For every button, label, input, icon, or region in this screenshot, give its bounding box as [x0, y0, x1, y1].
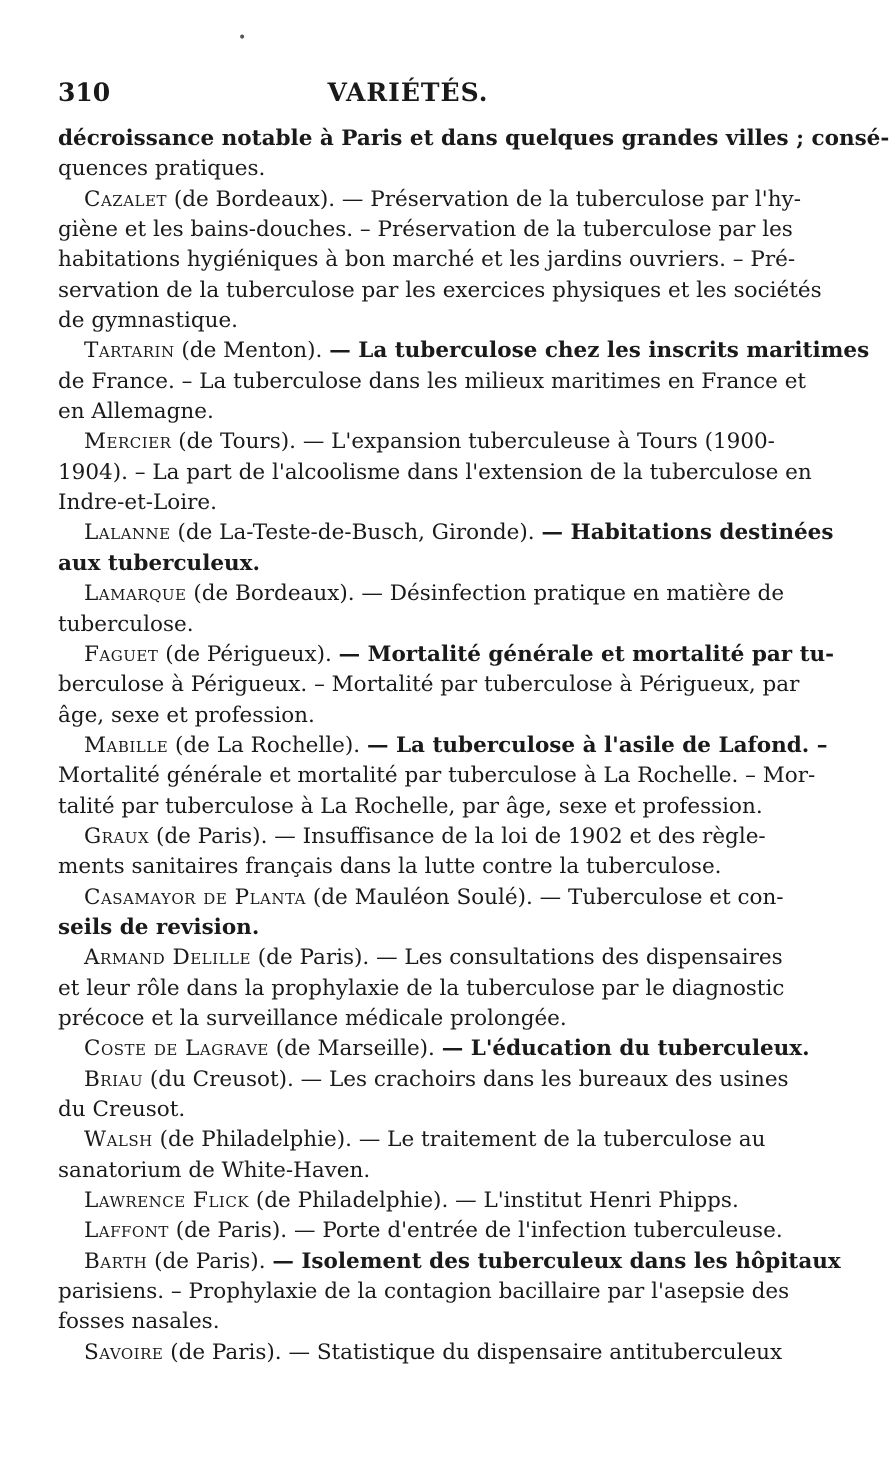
author-name: Briau: [84, 1066, 143, 1092]
text-line: âge, sexe et profession.: [58, 702, 315, 728]
author-name: Lawrence Flick: [84, 1188, 250, 1214]
author-place: (de Bordeaux).: [173, 186, 336, 212]
entry-line: Mabille (de La Rochelle). — La tuberculose à l'asile de Lafond. –: [84, 732, 828, 758]
entry-line: Tartarin (de Menton). — La tuberculose chez les inscrits maritimes: [84, 338, 870, 364]
page-number: 310: [58, 78, 111, 107]
text-line: et leur rôle dans la prophylaxie de la tuberculose par le diagnostic: [58, 975, 785, 1001]
text-line: décroissance notable à Paris et dans quelques grandes villes ; consé-: [58, 126, 889, 151]
author-place: (de Menton).: [181, 338, 323, 364]
text-line: Indre-et-Loire.: [58, 490, 217, 516]
entry-line: Barth (de Paris). — Isolement des tuberculeux dans les hôpitaux: [84, 1248, 841, 1274]
entry-line: Walsh (de Philadelphie). — Le traitement de la tuberculose au: [84, 1127, 766, 1153]
page-header: [58, 78, 758, 114]
author-place: (de Paris).: [257, 945, 370, 971]
entry-line: Laffont (de Paris). — Porte d'entrée de l'infection tuberculeuse.: [84, 1218, 783, 1244]
entry-line: Savoire (de Paris). — Statistique du dispensaire antituberculeux: [84, 1339, 783, 1365]
text-line: seils de revision.: [58, 914, 260, 940]
author-name: Casamayor de Planta: [84, 884, 307, 910]
author-name: Lalanne: [84, 520, 171, 546]
entry-line: Graux (de Paris). — Insuffisance de la loi de 1902 et des règle-: [84, 823, 766, 849]
entry-line: Armand Delille (de Paris). — Les consultations des dispensaires: [84, 945, 783, 971]
entry-line: Lamarque (de Bordeaux). — Désinfection pratique en matière de: [84, 581, 785, 607]
author-place: (du Creusot).: [149, 1066, 294, 1092]
text-line: de France. – La tuberculose dans les milieux maritimes en France et: [58, 368, 807, 394]
text-line: berculose à Périgueux. – Mortalité par tuberculose à Périgueux, par: [58, 672, 800, 698]
author-place: (de Paris).: [155, 823, 268, 849]
author-place: (de Philadelphie).: [159, 1127, 352, 1153]
text-line: habitations hygiéniques à bon marché et les jardins ouvriers. – Pré-: [58, 247, 796, 273]
author-place: (de Paris).: [154, 1248, 266, 1274]
ink-speck: •: [238, 30, 247, 46]
author-name: Cazalet: [84, 186, 167, 212]
author-name: Coste de Lagrave: [84, 1036, 269, 1062]
author-place: (de Bordeaux).: [193, 581, 355, 607]
text-line: talité par tuberculose à La Rochelle, par âge, sexe et profession.: [58, 793, 763, 819]
author-name: Mabille: [84, 732, 169, 758]
text-line: fosses nasales.: [58, 1309, 220, 1335]
entry-line: Lawrence Flick (de Philadelphie). — L'institut Henri Phipps.: [84, 1188, 739, 1214]
author-place: (de Paris).: [170, 1339, 282, 1365]
author-name: Tartarin: [84, 338, 175, 364]
text-line: 1904). – La part de l'alcoolisme dans l'extension de la tuberculose en: [58, 459, 812, 485]
author-name: Lamarque: [84, 581, 187, 607]
author-name: Walsh: [84, 1127, 153, 1153]
text-line: giène et les bains-douches. – Préservation de la tuberculose par les: [58, 217, 793, 243]
text-line: de gymnastique.: [58, 308, 238, 334]
entry-line: Cazalet (de Bordeaux). — Préservation de la tuberculose par l'hy-: [84, 186, 801, 212]
author-place: (de La-Teste-de-Busch, Gironde).: [177, 520, 535, 546]
page-body: [58, 124, 889, 1368]
author-place: (de Philadelphie).: [255, 1188, 449, 1214]
author-name: Barth: [84, 1248, 148, 1274]
entry-line: Coste de Lagrave (de Marseille). — L'éducation du tuberculeux.: [84, 1036, 810, 1062]
entry-line: Casamayor de Planta (de Mauléon Soulé). — Tuberculose et con-: [84, 884, 784, 910]
running-title: VARIÉTÉS.: [327, 78, 489, 107]
entry-line: Faguet (de Périgueux). — Mortalité générale et mortalité par tu-: [84, 641, 835, 667]
author-name: Faguet: [84, 641, 159, 667]
entry-line: Mercier (de Tours). — L'expansion tuberculeuse à Tours (1900-: [84, 429, 775, 455]
author-place: (de Mauléon Soulé).: [312, 884, 533, 910]
text-line: Mortalité générale et mortalité par tuberculose à La Rochelle. – Mor-: [58, 763, 816, 789]
author-name: Laffont: [84, 1218, 169, 1244]
text-line: ments sanitaires français dans la lutte contre la tuberculose.: [58, 854, 722, 880]
author-name: Savoire: [84, 1339, 164, 1365]
author-place: (de La Rochelle).: [175, 732, 361, 758]
text-line: précoce et la surveillance médicale prolongée.: [58, 1005, 567, 1031]
entry-line: Lalanne (de La-Teste-de-Busch, Gironde). — Habitations destinées: [84, 520, 834, 546]
text-line: sanatorium de White-Haven.: [58, 1157, 371, 1183]
entry-line: Briau (du Creusot). — Les crachoirs dans les bureaux des usines: [84, 1066, 789, 1092]
text-line: en Allemagne.: [58, 399, 214, 425]
text-line: du Creusot.: [58, 1097, 186, 1122]
text-line: aux tuberculeux.: [58, 550, 260, 576]
author-name: Mercier: [84, 429, 172, 455]
text-line: servation de la tuberculose par les exercices physiques et les sociétés: [58, 277, 822, 303]
author-place: (de Marseille).: [275, 1036, 435, 1062]
author-place: (de Tours).: [178, 429, 296, 455]
text-line: parisiens. – Prophylaxie de la contagion bacillaire par l'asepsie des: [58, 1279, 790, 1305]
author-place: (de Paris).: [175, 1218, 288, 1244]
author-name: Armand Delille: [84, 945, 251, 971]
text-line: tuberculose.: [58, 611, 194, 637]
text-line: quences pratiques.: [58, 156, 266, 182]
author-name: Graux: [84, 823, 150, 849]
author-place: (de Périgueux).: [165, 641, 332, 667]
